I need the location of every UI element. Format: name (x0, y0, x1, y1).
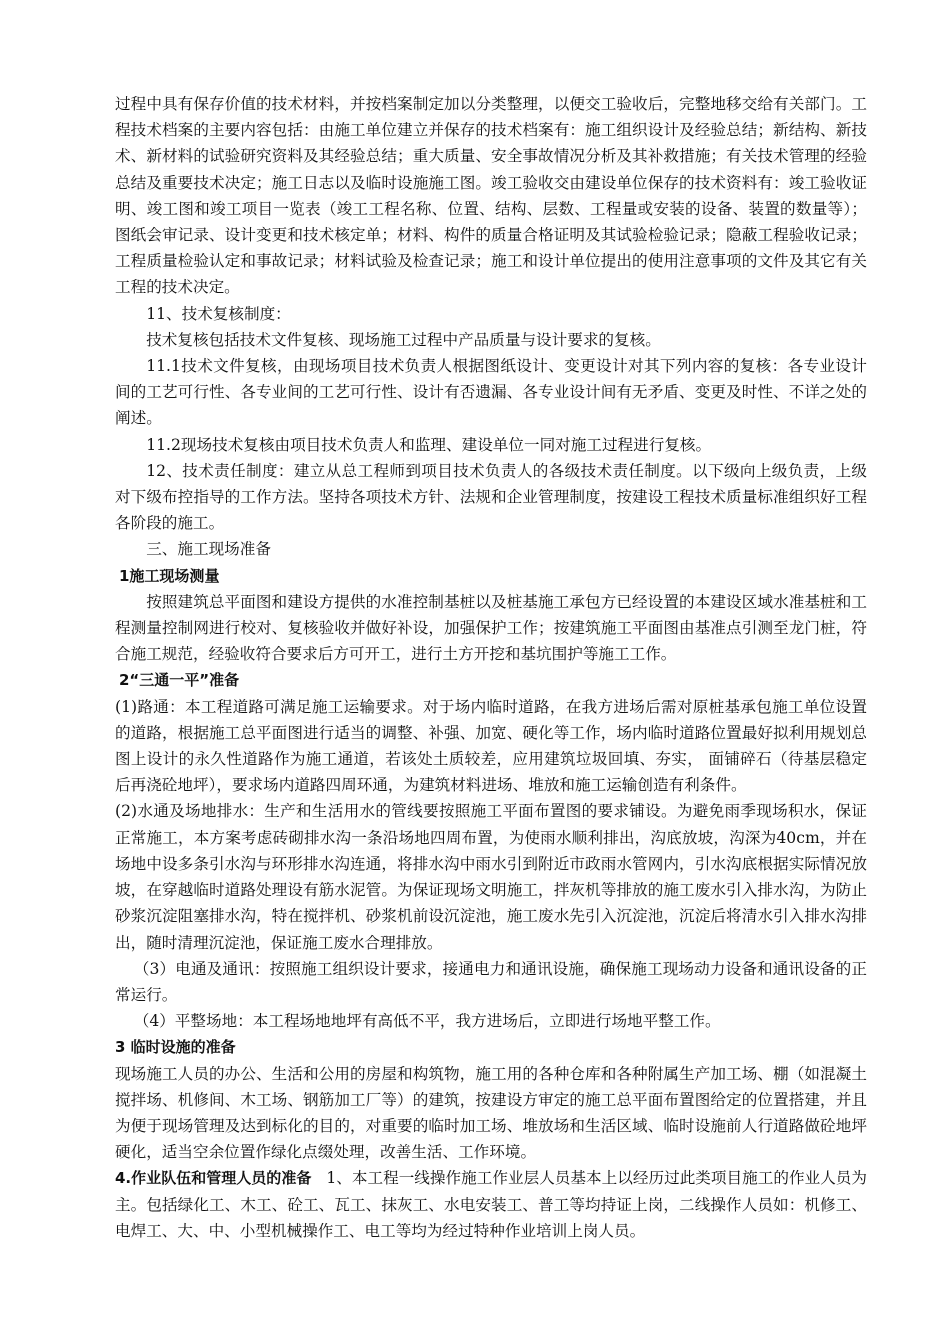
paragraph-workforce (115, 1165, 867, 1244)
paragraph-archives: 过程中具有保存价值的技术材料，并按档案制定加以分类整理，以便交工验收后，完整地移交给有关部门。工程技术档案的主要内容包括：由施工单位建立并保存的技术档案有：施工组织设计及经验总结；新结构、新技术、新材料的试验研究资料及其经验总结；重大质量、安全事故情况分析及其补救措施；有关技术管理的经验总结及重要技术决定；施工日志以及临时设施施工图。竣工验收交由建设单位保存的技术资料有：竣工验收证明、竣工图和竣工项目一览表（竣工工程名称、位置、结构、层数、工程量或安装的设备、装置的数量等）；图纸会审记录、设计变更和技术核定单；材料、构件的质量合格证明及其试验检验记录；隐蔽工程验收记录；工程质量检验认定和事故记录；材料试验及检查记录；施工和设计单位提出的使用注意事项的文件及其它有关工程的技术决定。 (115, 95, 867, 297)
section-11-title: 11、技术复核制度： (146, 304, 291, 323)
paragraph-survey: 按照建筑总平面图和建设方提供的水准控制基桩以及桩基施工承包方已经设置的本建设区域水准基桩和工程测量控制网进行校对、复核验收并做好补设，加强保护工作；按建筑施工平面图由基准点引测至龙门桩，符合施工规范，经验收符合要求后方可开工，进行土方开挖和基坑围护等施工工作。 (115, 592, 867, 664)
heading-workforce: 4.作业队伍和管理人员的准备 (115, 1169, 312, 1188)
section-3-title: 三、施工现场准备 (146, 540, 271, 559)
document-page (115, 91, 867, 1244)
paragraph-power: （3）电通及通讯：按照施工组织设计要求，接通电力和通讯设施，确保施工现场动力设备和通讯设备的正常运行。 (115, 959, 868, 1004)
heading-temp-facilities: 3 临时设施的准备 (115, 1038, 236, 1057)
paragraph-water: (2)水通及场地排水：生产和生活用水的管线要按照施工平面布置图的要求铺设。为避免雨季现场积水，保证正常施工，本方案考虑砖砌排水沟一条沿场地四周布置，为使雨水顺利排出，沟底放坡，沟深为40cm，并在场地中设多条引水沟与环形排水沟连通，将排水沟中雨水引到附近市政雨水管网内，引水沟底根据实际情况放坡，在穿越临时道路处理设有筋水泥管。为保证现场文明施工，拌灰机等排放的施工废水引入排水沟，为防止砂浆沉淀阻塞排水沟，特在搅拌机、砂浆机前设沉淀池，施工废水先引入沉淀池，沉淀后将清水引入排水沟排出，随时清理沉淀池，保证施工废水合理排放。 (115, 802, 867, 952)
heading-three-links: 2“三通一平”准备 (119, 671, 240, 690)
paragraph-review-scope: 技术复核包括技术文件复核、现场施工过程中产品质量与设计要求的复核。 (146, 330, 661, 349)
paragraph-leveling: （4）平整场地：本工程场地地坪有高低不平，我方进场后，立即进行场地平整工作。 (133, 1012, 721, 1031)
paragraph-workforce-text: 1、本工程一线操作施工作业层人员基本上以经历过此类项目施工的作业人员为主。包括绿化工、木工、砼工、瓦工、抹灰工、水电安装工、普工等均持证上岗，二线操作人员如：机修工、电焊工、大、中、小型机械操作工、电工等均为经过特种作业培训上岗人员。 (115, 1169, 868, 1240)
paragraph-11-2: 11.2现场技术复核由项目技术负责人和监理、建设单位一同对施工过程进行复核。 (146, 435, 712, 454)
heading-survey: 1施工现场测量 (119, 566, 220, 585)
paragraph-12: 12、技术责任制度：建立从总工程师到项目技术负责人的各级技术责任制度。以下级向上级负责，上级对下级布控指导的工作方法。坚持各项技术方针、法规和企业管理制度，按建设工程技术质量标准组织好工程各阶段的施工。 (115, 461, 867, 533)
paragraph-temp-facilities: 现场施工人员的办公、生活和公用的房屋和构筑物，施工用的各种仓库和各种附属生产加工场、棚（如混凝土搅拌场、机修间、木工场、钢筋加工厂等）的建筑，按建设方审定的施工总平面布置图给定的位置搭建，并且为便于现场管理及达到标化的目的，对重要的临时加工场、堆放场和生活区域、临时设施前人行道路做砼地坪硬化，适当空余位置作绿化点缀处理，改善生活、工作环境。 (115, 1064, 867, 1162)
paragraph-road: (1)路通：本工程道路可满足施工运输要求。对于场内临时道路，在我方进场后需对原桩基承包施工单位设置的道路，根据施工总平面图进行适当的调整、补强、加宽、硬化等工作，场内临时道路位置最好拟利用规划总图上设计的永久性道路作为施工通道，若该处土质较差，应用建筑垃圾回填、夯实， 面铺碎石（待基层稳定后再浇砼地坪），要求场内道路四周环通，为建筑材料进场、堆放和施工运输创造有利条件。 (115, 697, 867, 795)
paragraph-11-1: 11.1技术文件复核，由现场项目技术负责人根据图纸设计、变更设计对其下列内容的复核：各专业设计间的工艺可行性、各专业间的工艺可行性、设计有否遗漏、各专业设计间有无矛盾、变更及时性、不详之处的阐述。 (115, 357, 867, 428)
